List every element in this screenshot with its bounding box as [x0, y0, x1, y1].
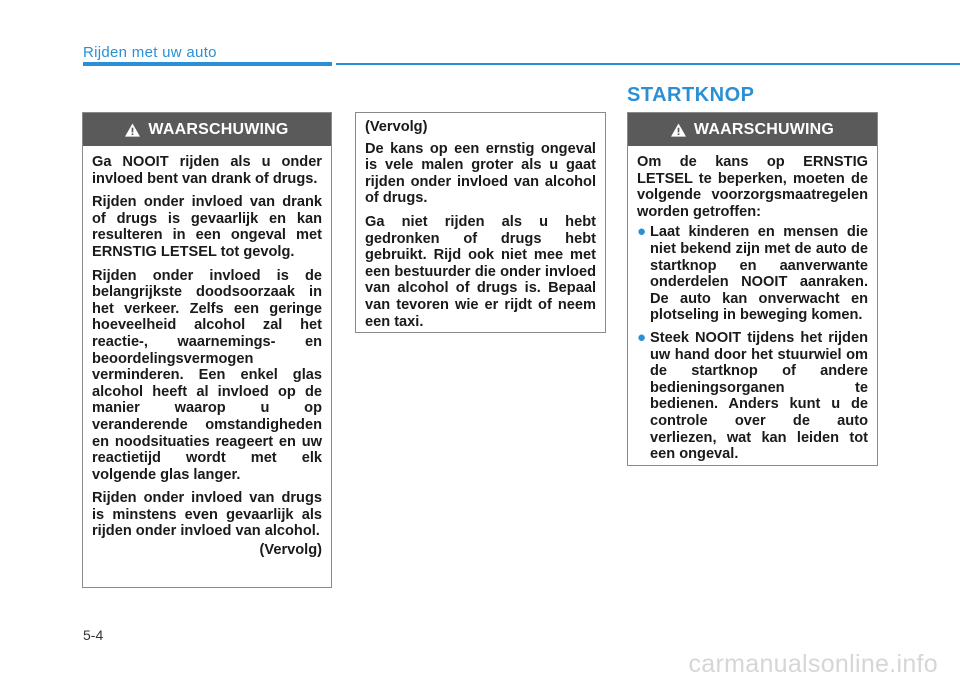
- warning-triangle-icon: [671, 123, 686, 137]
- warning-paragraph: Rijden onder invloed is de belangrijkste doodsoorzaak in het verkeer. Zelfs een geringe hoeveelheid alcohol zal het reactie-, waarnemings- en beoordelingsvermogen verminderen. Een enkel glas alcohol heeft al invloed op de manier waarop u op veranderende omstandigheden en noodsituaties reageert en uw reactietijd wordt met elk volgende glas langer.: [92, 267, 322, 483]
- bullet-dot-icon: ●: [637, 223, 647, 241]
- warning-box-startknop: [627, 112, 878, 466]
- warning-header: [628, 113, 877, 146]
- warning-paragraph: Rijden onder invloed van drugs is minstens even gevaarlijk als rijden onder invloed van alcohol.: [92, 490, 322, 540]
- chapter-title: Rijden met uw auto: [83, 44, 217, 61]
- warning-body: [83, 146, 331, 567]
- section-title: STARTKNOP: [627, 84, 755, 106]
- page-number: 5-4: [83, 627, 104, 643]
- warning-body: [628, 146, 877, 477]
- list-item: [637, 224, 868, 324]
- warning-triangle-icon: [125, 123, 140, 137]
- header-rule-thin: [336, 63, 960, 65]
- watermark: carmanualsonline.info: [688, 650, 938, 678]
- warning-bullet-list: [637, 224, 868, 462]
- warning-heading: WAARSCHUWING: [693, 120, 835, 138]
- warning-paragraph: Ga NOOIT rijden als u onder invloed bent van drank of drugs.: [92, 154, 322, 187]
- warning-intro: Om de kans op ERNSTIG LETSEL te beperken, moeten de volgende voorzorgsmaatregelen worden getroffen:: [637, 154, 868, 220]
- bullet-text: Laat kinderen en mensen die niet bekend zijn met de auto de startknop en aanverwante onderdelen NOOIT aanraken. De auto kan onverwacht en plotseling in beweging komen.: [650, 224, 868, 324]
- bullet-dot-icon: ●: [637, 328, 647, 346]
- continued-body: [356, 113, 605, 345]
- bullet-text: Steek NOOIT tijdens het rijden uw hand door het stuurwiel om de startknop of andere bedieningsorganen te bedienen. Anders kunt u de controle over de auto verliezen, wat kan leiden tot een ongeval.: [650, 329, 868, 463]
- continued-label: (Vervolg): [259, 542, 322, 559]
- header-rule-thick: [83, 62, 332, 66]
- continued-box: [355, 112, 606, 333]
- warning-header: [83, 113, 331, 146]
- warning-heading: WAARSCHUWING: [148, 120, 289, 138]
- continued-paragraph: Ga niet rijden als u hebt gedronken of drugs hebt gebruikt. Rijd ook niet mee met een bestuurder die onder invloed van alcohol of drugs is. Bepaal van tevoren wie er rijdt of neem een taxi.: [365, 213, 596, 330]
- continued-heading: (Vervolg): [365, 119, 428, 135]
- warning-paragraph: Rijden onder invloed van drank of drugs is gevaarlijk en kan resulteren in een ongeval met ERNSTIG LETSEL tot gevolg.: [92, 194, 322, 260]
- warning-box-drunk-driving: [82, 112, 332, 588]
- list-item: [637, 330, 868, 463]
- continued-paragraph: De kans op een ernstig ongeval is vele malen groter als u gaat rijden onder invloed van alcohol of drugs.: [365, 140, 596, 207]
